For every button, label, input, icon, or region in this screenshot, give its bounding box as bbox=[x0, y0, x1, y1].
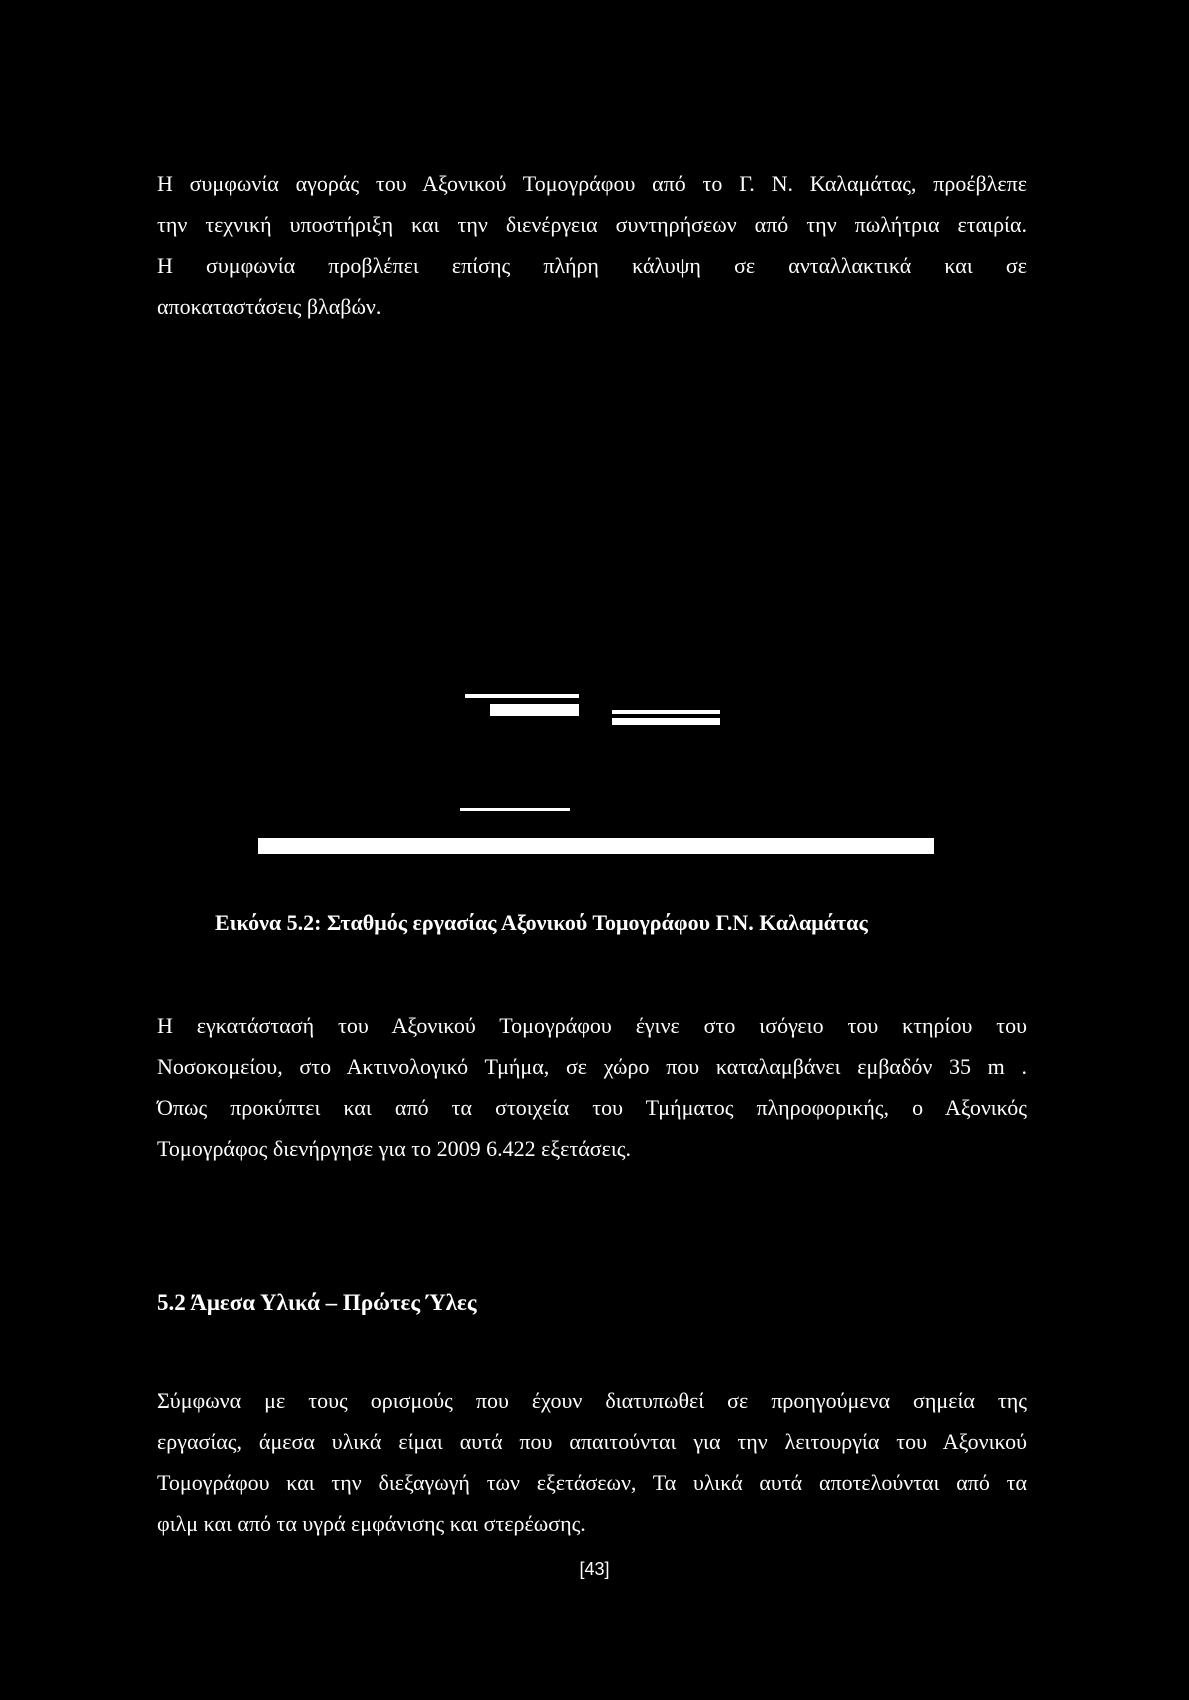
figure-artifact-middle bbox=[460, 808, 570, 811]
figure-artifact-top-right bbox=[612, 710, 720, 714]
figure-artifact-top-right-2 bbox=[612, 718, 720, 725]
installation-line-3: Όπως προκύπτει και από τα στοιχεία του Τμήματος πληροφορικής, ο Αξονικός bbox=[157, 1095, 1027, 1120]
intro-paragraph bbox=[157, 163, 1027, 327]
materials-line-4: φιλμ και από τα υγρά εμφάνισης και στερέωσης. bbox=[157, 1511, 586, 1536]
installation-paragraph bbox=[157, 1005, 1027, 1169]
figure-artifact-top-left-2 bbox=[490, 704, 579, 716]
intro-line-2: την τεχνική υποστήριξη και την διενέργεια συντηρήσεων από την πωλήτρια εταιρία. bbox=[157, 212, 1027, 237]
section-heading: 5.2 Άμεσα Υλικά – Πρώτες Ύλες bbox=[157, 1290, 477, 1315]
installation-line-1: Η εγκατάστασή του Αξονικού Τομογράφου έγινε στο ισόγειο του κτηρίου του bbox=[157, 1013, 1027, 1038]
figure-artifact-bottom bbox=[258, 838, 934, 854]
intro-line-4: αποκαταστάσεις βλαβών. bbox=[157, 294, 382, 319]
installation-line-2: Νοσοκομείου, στο Ακτινολογικό Τμήμα, σε χώρο που καταλαμβάνει εμβαδόν 35 m . bbox=[157, 1054, 1027, 1079]
materials-paragraph bbox=[157, 1380, 1027, 1544]
intro-line-1: Η συμφωνία αγοράς του Αξονικού Τομογράφου από το Γ. Ν. Καλαμάτας, προέβλεπε bbox=[157, 171, 1027, 196]
figure-artifact-top-left bbox=[465, 694, 579, 698]
installation-line-4: Τομογράφος διενήργησε για το 2009 6.422 εξετάσεις. bbox=[157, 1136, 632, 1161]
figure-caption: Εικόνα 5.2: Σταθμός εργασίας Αξονικού Τομογράφου Γ.Ν. Καλαμάτας bbox=[215, 910, 868, 935]
materials-line-2: εργασίας, άμεσα υλικά είμαι αυτά που απαιτούνται για την λειτουργία του Αξονικού bbox=[157, 1429, 1027, 1454]
page-number: [43] bbox=[579, 1559, 610, 1579]
intro-line-3: Η συμφωνία προβλέπει επίσης πλήρη κάλυψη σε ανταλλακτικά και σε bbox=[157, 253, 1027, 278]
materials-line-1: Σύμφωνα με τους ορισμούς που έχουν διατυπωθεί σε προηγούμενα σημεία της bbox=[157, 1388, 1027, 1413]
materials-line-3: Τομογράφου και την διεξαγωγή των εξετάσεων, Τα υλικά αυτά αποτελούνται από τα bbox=[157, 1470, 1027, 1495]
